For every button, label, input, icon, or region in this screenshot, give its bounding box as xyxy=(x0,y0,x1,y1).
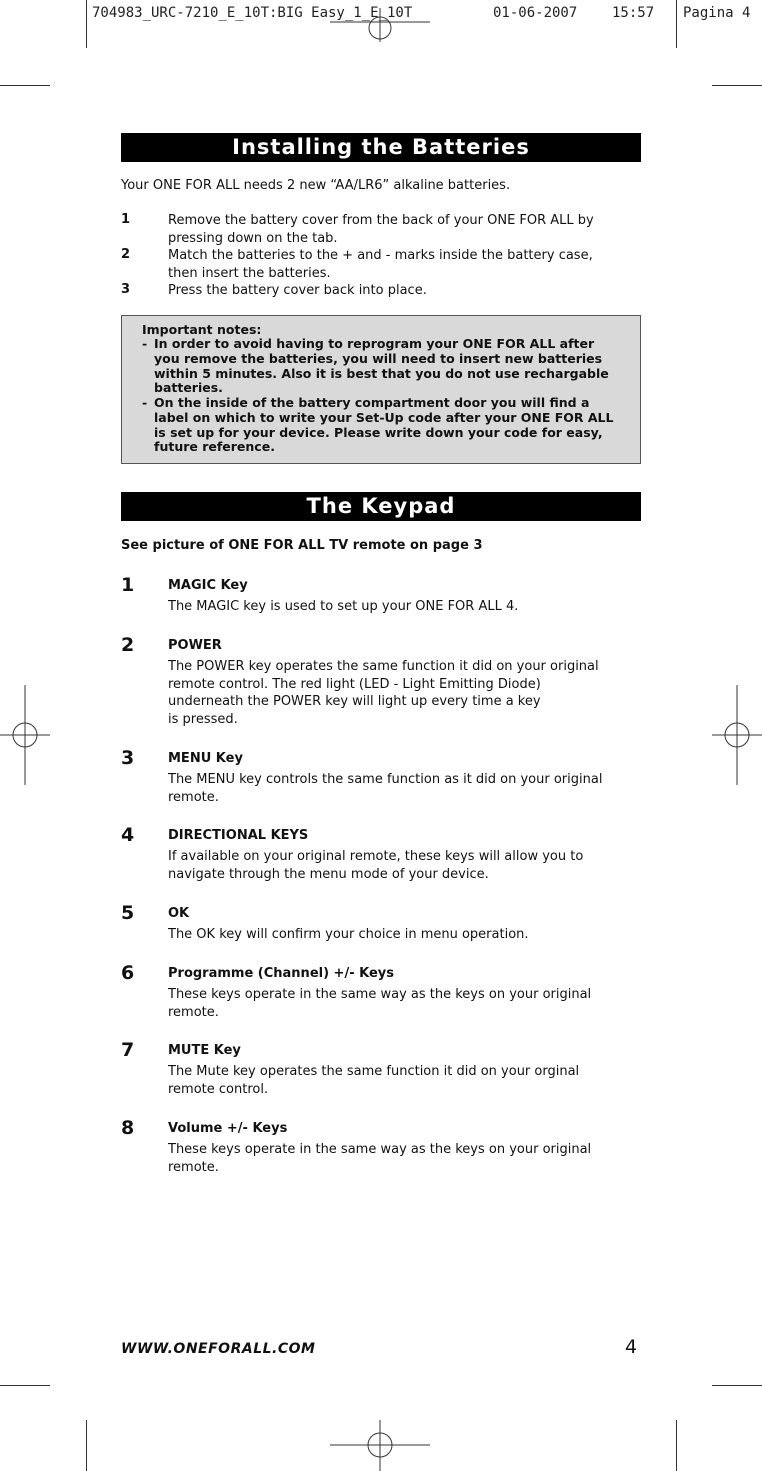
step-line: Press the battery cover back into place. xyxy=(168,283,427,298)
keypad-heading: The Keypad xyxy=(121,492,641,521)
registration-mark-icon xyxy=(712,685,762,785)
key-desc-line: The MENU key controls the same function as it did on your original xyxy=(168,772,603,787)
step-number: 1 xyxy=(121,212,131,227)
key-title: MENU Key xyxy=(168,751,243,766)
note-dash: - xyxy=(142,336,148,351)
key-number: 2 xyxy=(121,634,135,656)
note-line: In order to avoid having to reprogram your ONE FOR ALL after xyxy=(154,336,595,351)
note-line: is set up for your device. Please write down your code for easy, xyxy=(154,424,603,440)
crop-mark xyxy=(86,1420,87,1471)
key-number: 1 xyxy=(121,574,135,596)
key-desc-line: The Mute key operates the same function it did on your orginal xyxy=(168,1064,580,1079)
registration-mark-icon xyxy=(330,8,430,42)
note-line: batteries. xyxy=(154,380,223,396)
key-desc-line: is pressed. xyxy=(168,711,238,727)
step-line: Remove the battery cover from the back of your ONE FOR ALL by xyxy=(168,213,594,228)
key-desc-line: remote. xyxy=(168,789,219,805)
note-line: label on which to write your Set-Up code after your ONE FOR ALL xyxy=(154,409,614,425)
note-line: within 5 minutes. Also it is best that you do not use rechargable xyxy=(154,365,609,381)
batteries-intro: Your ONE FOR ALL needs 2 new “AA/LR6” alkaline batteries. xyxy=(121,178,511,193)
step-number: 2 xyxy=(121,247,131,262)
slug-time: 15:57 xyxy=(612,5,655,21)
key-desc-line: remote. xyxy=(168,1159,219,1175)
key-number: 7 xyxy=(121,1039,135,1061)
key-number: 6 xyxy=(121,962,135,984)
slug-file-info: 704983_URC-7210_E_10T:BIG Easy_1_E_10T xyxy=(92,5,413,21)
key-desc-line: The POWER key operates the same function it did on your original xyxy=(168,659,599,674)
key-desc-line: navigate through the menu mode of your device. xyxy=(168,866,489,882)
crop-mark xyxy=(712,85,762,86)
crop-mark xyxy=(676,1420,677,1471)
slug-page-label: Pagina 4 xyxy=(683,5,751,21)
key-desc-line: remote control. xyxy=(168,1081,269,1097)
note-line: On the inside of the battery compartment door you will find a xyxy=(154,395,590,410)
key-title: OK xyxy=(168,906,190,921)
notes-title: Important notes: xyxy=(142,322,262,337)
key-title: POWER xyxy=(168,638,222,653)
key-desc-line: These keys operate in the same way as the keys on your original xyxy=(168,1142,592,1157)
key-number: 5 xyxy=(121,902,135,924)
key-desc-line: The OK key will confirm your choice in menu operation. xyxy=(168,927,529,942)
note-line: future reference. xyxy=(154,439,275,455)
key-title: Programme (Channel) +/- Keys xyxy=(168,966,394,981)
key-number: 4 xyxy=(121,824,135,846)
crop-mark xyxy=(86,0,87,48)
step-number: 3 xyxy=(121,282,131,297)
slug-date: 01-06-2007 xyxy=(493,5,578,21)
key-number: 8 xyxy=(121,1117,135,1139)
crop-mark xyxy=(676,0,677,48)
registration-mark-icon xyxy=(0,685,50,785)
registration-mark-icon xyxy=(330,1420,430,1471)
page-number: 4 xyxy=(625,1336,638,1358)
important-notes-box xyxy=(121,315,641,464)
key-desc-line: If available on your original remote, these keys will allow you to xyxy=(168,849,584,864)
key-number: 3 xyxy=(121,747,135,769)
note-dash: - xyxy=(142,395,148,410)
step-line: Match the batteries to the + and - marks inside the battery case, xyxy=(168,248,593,263)
key-title: MAGIC Key xyxy=(168,578,248,593)
keypad-subtitle: See picture of ONE FOR ALL TV remote on page 3 xyxy=(121,538,483,553)
key-desc-line: underneath the POWER key will light up every time a key xyxy=(168,694,541,709)
batteries-heading: Installing the Batteries xyxy=(121,133,641,162)
key-desc-line: The MAGIC key is used to set up your ONE FOR ALL 4. xyxy=(168,599,519,614)
key-desc-line: These keys operate in the same way as the keys on your original xyxy=(168,987,592,1002)
step-line: pressing down on the tab. xyxy=(168,230,338,246)
key-title: MUTE Key xyxy=(168,1043,241,1058)
crop-mark xyxy=(712,1385,762,1386)
crop-mark xyxy=(0,85,50,86)
key-title: Volume +/- Keys xyxy=(168,1121,288,1136)
key-desc-line: remote control. The red light (LED - Light Emitting Diode) xyxy=(168,676,541,692)
key-title: DIRECTIONAL KEYS xyxy=(168,828,309,843)
step-line: then insert the batteries. xyxy=(168,265,331,281)
crop-mark xyxy=(0,1385,50,1386)
note-line: you remove the batteries, you will need to insert new batteries xyxy=(154,350,603,366)
key-desc-line: remote. xyxy=(168,1004,219,1020)
footer-website-link[interactable]: WWW.ONEFORALL.COM xyxy=(121,1341,316,1357)
